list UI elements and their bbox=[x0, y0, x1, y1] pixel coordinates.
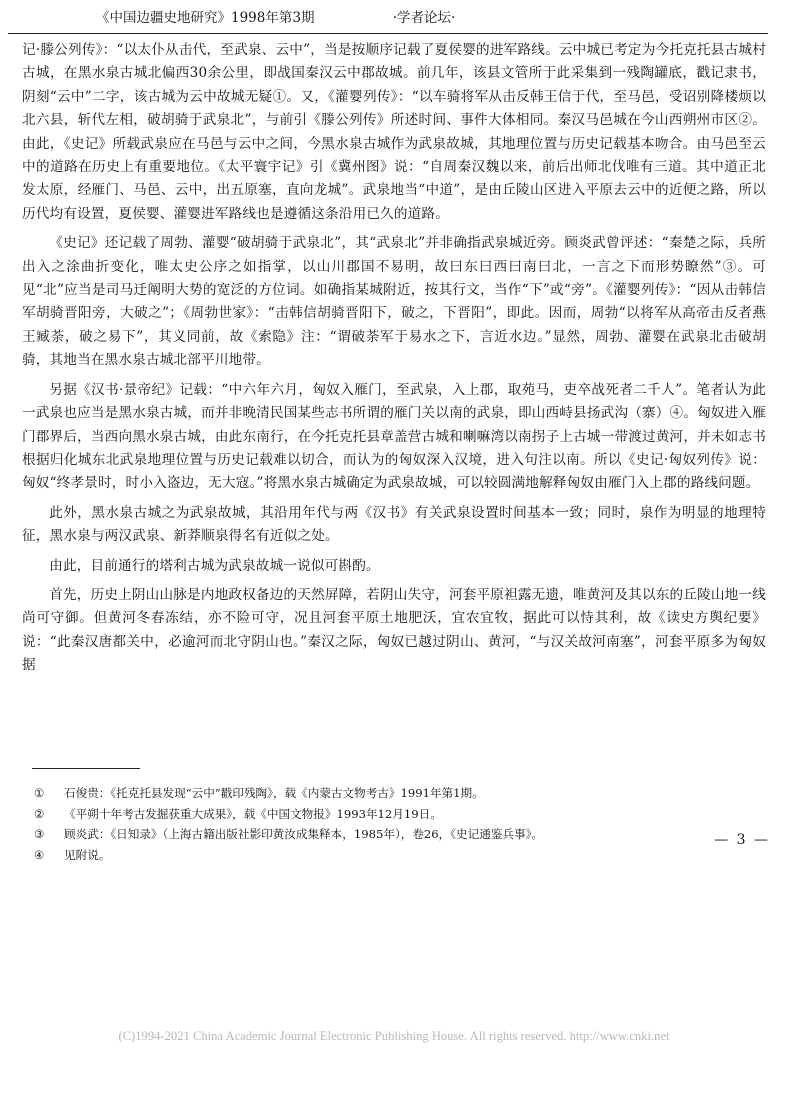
page-number: — 3 — bbox=[714, 832, 770, 848]
footnote-mark: ③ bbox=[34, 827, 45, 841]
paragraph-2: 《史记》还记载了周勃、灌婴“破胡骑于武泉北”，其“武泉北”并非确指武泉城近旁。顾炎武曾评述：“秦楚之际，兵所出入之涂曲折变化，唯太史公序之如指掌，以山川郡国不易明，故曰东曰西曰南曰北，一言之下而形势瞭然”③。可见“北”应当是司马迁阐明大势的宽泛的方位词。如确指某城附近，按其行文，当作“下”或“旁”。《灌婴列传》：“因从击韩信军胡骑晋阳旁，大破之”；《周勃世家》：“击韩信胡骑晋阳下，破之，下晋阳”，即此。因而，周勃“以将军从高帝击反者燕王臧荼，破之易下”，其义同前，故《索隐》注：“谓破荼军于易水之下，言近水边。”显然，周勃、灌婴在武泉北击破胡骑，其地当在黑水泉古城北部平川地带。 bbox=[22, 235, 766, 369]
paragraph-4: 此外，黑水泉古城之为武泉故城，其沿用年代与两《汉书》有关武泉设置时间基本一致；同时，泉作为明显的地理特征，黑水泉与两汉武泉、新莽顺泉得名有近似之处。 bbox=[22, 504, 766, 545]
header-journal: 《中国边疆史地研究》1998年第3期 bbox=[96, 10, 315, 26]
paragraph-3: 另据《汉书·景帝纪》记载：“中六年六月，匈奴入雁门，至武泉，入上郡，取苑马，吏卒战死者二千人”。笔者认为此一武泉也应当是黑水泉古城，而并非晚清民国某些志书所谓的雁门关以南的武泉，即山西峙县扬武沟（寨）④。匈奴进入雁门郡界后，当西向黑水泉古城，由此东南行，在今托克托县章盖营古城和喇嘛湾以南拐子上古城一带渡过黄河，并未如志书根据归化城东北武泉地理位置与历史记载难以切合，而认为的匈奴深入汉境，进入句注以南。所以《史记·匈奴列传》说：匈奴“终孝景时，时小入盗边，无大寇。”将黑水泉古城确定为武泉故城，可以较圆满地解释匈奴由雁门入上郡的路线问题。 bbox=[22, 381, 766, 492]
footnote-rule bbox=[32, 768, 140, 769]
header-rule bbox=[8, 33, 768, 34]
footnote-text: 《平朔十年考古发掘获重大成果》，载《中国文物报》1993年12月19日。 bbox=[64, 806, 442, 821]
paragraph-5: 由此，目前通行的塔利古城为武泉故城一说似可斟酌。 bbox=[49, 557, 380, 574]
footnote-text: 顾炎武：《日知录》（上海古籍出版社影印黄汝成集释本，1985年），卷26，《史记通鉴兵事》。 bbox=[64, 827, 544, 841]
footnote-mark: ④ bbox=[34, 847, 45, 862]
footnote-1 bbox=[34, 783, 754, 804]
header-section: ·学者论坛· bbox=[392, 10, 456, 26]
footnote-text: 见附说。 bbox=[64, 847, 111, 862]
footnote-2 bbox=[34, 804, 754, 825]
copyright-notice: (C)1994-2021 China Academic Journal Electronic Publishing House. All rights reserved. http://www.cnki.net bbox=[118, 1029, 670, 1043]
article-body bbox=[22, 39, 766, 684]
footnote-mark: ① bbox=[34, 786, 45, 800]
footnote-text: 石俊贵：《托克托县发现“云中”戳印残陶》，载《内蒙古文物考古》1991年第1期。 bbox=[64, 786, 484, 800]
running-header bbox=[60, 8, 760, 28]
paragraph-1: 记·滕公列传》：“以太仆从击代，至武泉、云中”，当是按顺序记载了夏侯婴的进军路线。云中城已考定为今托克托县古城村古城，在黑水泉古城北偏西30余公里，即战国秦汉云中郡故城。前几年，该县文管所于此采集到一残陶罐底，戳记隶书，阴刻“云中”二字，该古城为云中故城无疑①。又，《灌婴列传》：“以车骑将军从击反韩王信于代，至马邑，受诏别降楼烦以北六县，斩代左相，破胡骑于武泉北”，与前引《滕公列传》所述时间、事件大体相同。秦汉马邑城在今山西朔州市区②。由此，《史记》所载武泉应在马邑与云中之间，今黑水泉古城作为武泉故城，其地理位置与历史记载基本吻合。由马邑至云中的道路在历史上有重要地位。《太平寰宇记》引《冀州图》说：“自周秦汉魏以来，前后出师北伐唯有三道。其中道正北发太原，经雁门、马邑、云中，出五原塞，直向龙城”。武泉地当“中道”，是由丘陵山区进入平原去云中的近便之路，所以历代均有设置，夏侯婴、灌婴进军路线也是遵循这条沿用已久的道路。 bbox=[22, 42, 766, 222]
paragraph-6: 首先，历史上阴山山脉是内地政权备边的天然屏障，若阴山失守，河套平原袒露无遗，唯黄河及其以东的丘陵山地一线尚可守御。但黄河冬春冻结，亦不险可守，况且河套平原土地肥沃，宜农宜牧，据此可以恃其利，故《读史方舆纪要》说：“此秦汉唐都关中，必逾河而北守阴山也。”秦汉之际，匈奴已越过阴山、黄河，“与汉关故河南塞”，河套平原多为匈奴据 bbox=[22, 586, 766, 674]
footnotes bbox=[34, 783, 754, 865]
footnote-mark: ② bbox=[34, 806, 45, 821]
